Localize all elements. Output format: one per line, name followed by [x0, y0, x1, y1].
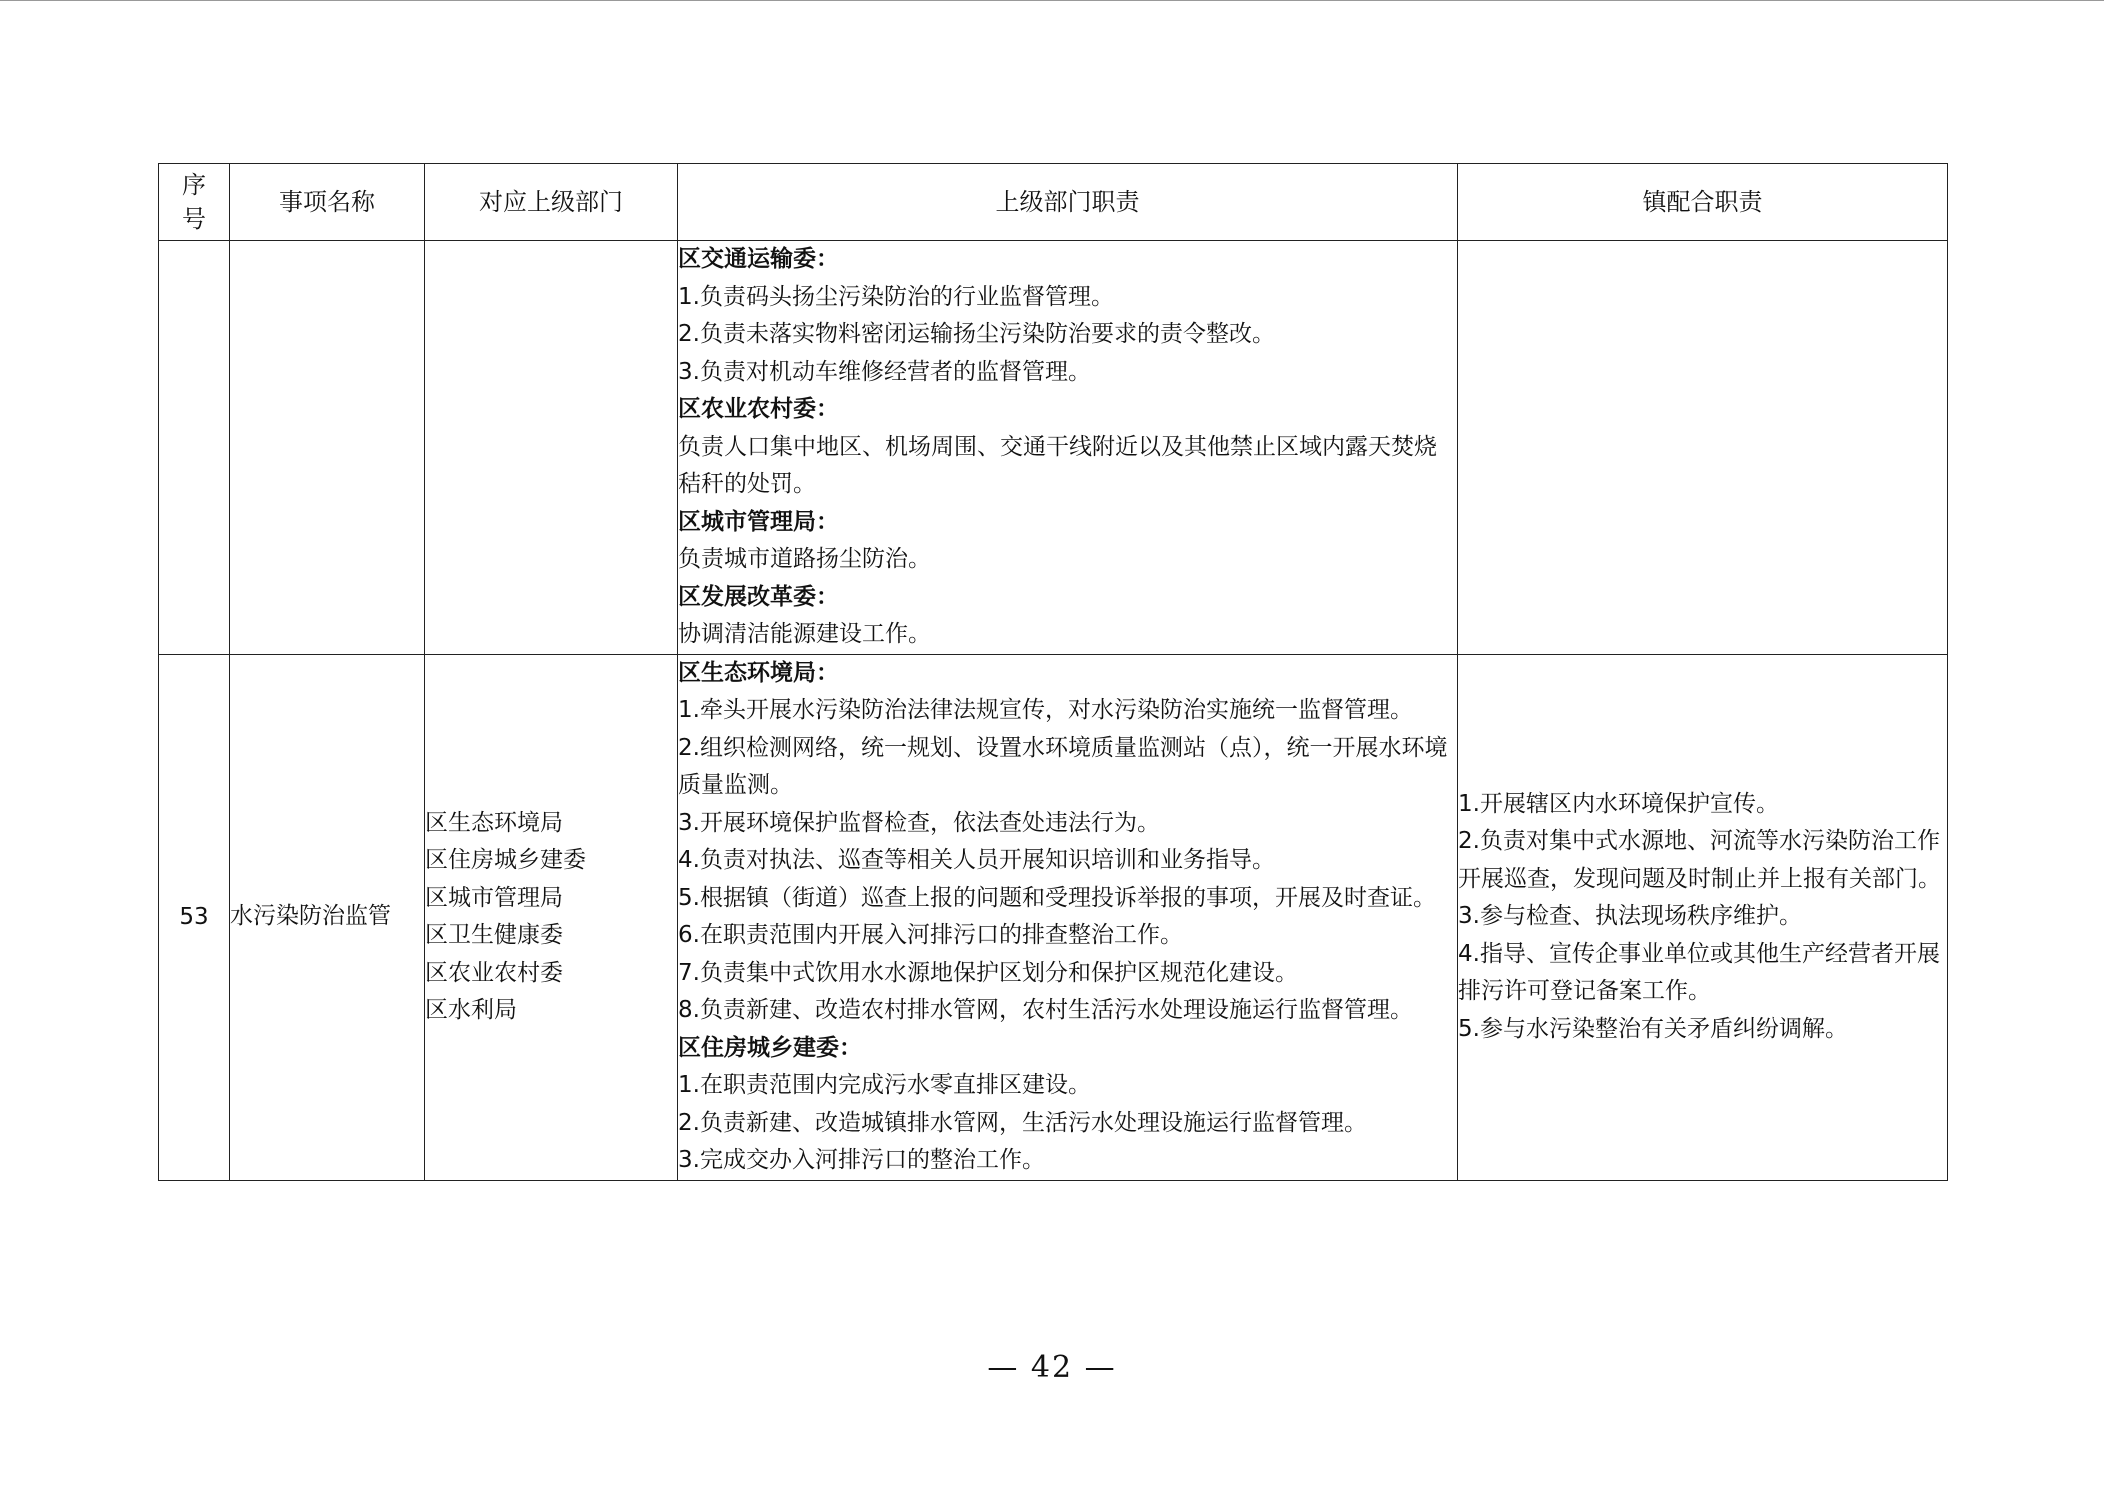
- duty-table: [158, 163, 1948, 1181]
- town-duty-item: 3.参与检查、执法现场秩序维护。: [1458, 903, 1802, 930]
- header-town-duty: 镇配合职责: [1458, 164, 1948, 241]
- row-item-name: [230, 241, 425, 655]
- duty-item: 6.在职责范围内开展入河排污口的排查整治工作。: [678, 922, 1183, 948]
- row-town-duties: [1458, 241, 1948, 655]
- header-item-name: 事项名称: [230, 164, 425, 241]
- header-seq: 序号: [159, 164, 230, 241]
- duty-dept-heading: 区农业农村委：: [678, 396, 839, 422]
- dept-name: 区生态环境局: [425, 809, 563, 836]
- row-town-duties: [1458, 654, 1948, 1180]
- duty-item: 2.负责未落实物料密闭运输扬尘污染防治要求的责令整改。: [678, 321, 1275, 347]
- duty-item: 4.负责对执法、巡查等相关人员开展知识培训和业务指导。: [678, 847, 1275, 873]
- duty-item: 1.牵头开展水污染防治法律法规宣传，对水污染防治实施统一监督管理。: [678, 697, 1413, 723]
- duty-item: 2.负责新建、改造城镇排水管网，生活污水处理设施运行监督管理。: [678, 1109, 1367, 1136]
- duty-dept-heading: 区住房城乡建委：: [678, 1034, 862, 1061]
- town-duty-item: 1.开展辖区内水环境保护宣传。: [1458, 790, 1779, 817]
- duty-item: 3.完成交办入河排污口的整治工作。: [678, 1147, 1045, 1173]
- row-superior-depts: [425, 241, 678, 655]
- table-row: [159, 241, 1948, 655]
- header-superior-duty: 上级部门职责: [678, 164, 1458, 241]
- dept-name: 区水利局: [425, 997, 517, 1023]
- row-superior-duties: [678, 654, 1458, 1180]
- row-superior-depts: [425, 654, 678, 1180]
- duty-item: 7.负责集中式饮用水水源地保护区划分和保护区规范化建设。: [678, 959, 1298, 986]
- row-item-name: 水污染防治监管: [230, 654, 425, 1180]
- duty-item: 负责人口集中地区、机场周围、交通干线附近以及其他禁止区域内露天焚烧秸秆的处罚。: [678, 433, 1437, 497]
- duty-dept-heading: 区生态环境局：: [678, 659, 839, 686]
- duty-item: 5.根据镇（街道）巡查上报的问题和受理投诉举报的事项，开展及时查证。: [678, 884, 1436, 911]
- table-row: [159, 654, 1948, 1180]
- dept-name: 区卫生健康委: [425, 922, 563, 948]
- header-superior-dept: 对应上级部门: [425, 164, 678, 241]
- duty-item: 8.负责新建、改造农村排水管网，农村生活污水处理设施运行监督管理。: [678, 997, 1413, 1023]
- table-header-row: [159, 164, 1948, 241]
- duty-dept-heading: 区发展改革委：: [678, 583, 839, 610]
- duty-dept-heading: 区城市管理局：: [678, 508, 839, 535]
- town-duty-item: 4.指导、宣传企事业单位或其他生产经营者开展排污许可登记备案工作。: [1458, 940, 1940, 1005]
- town-duty-item: 5.参与水污染整治有关矛盾纠纷调解。: [1458, 1015, 1848, 1042]
- row-seq: 53: [159, 654, 230, 1180]
- duty-item: 1.负责码头扬尘污染防治的行业监督管理。: [678, 283, 1114, 310]
- duty-dept-heading: 区交通运输委：: [678, 246, 839, 272]
- duty-item: 协调清洁能源建设工作。: [678, 621, 931, 647]
- town-duty-item: 2.负责对集中式水源地、河流等水污染防治工作开展巡查，发现问题及时制止并上报有关部门。: [1458, 828, 1941, 892]
- dept-name: 区城市管理局: [425, 884, 563, 911]
- duty-item: 1.在职责范围内完成污水零直排区建设。: [678, 1072, 1091, 1098]
- dept-name: 区农业农村委: [425, 959, 563, 986]
- duty-item: 3.开展环境保护监督检查，依法查处违法行为。: [678, 809, 1160, 836]
- dept-name: 区住房城乡建委: [425, 847, 586, 873]
- row-seq: [159, 241, 230, 655]
- page-top-border: [0, 0, 2104, 1]
- duty-item: 2.组织检测网络，统一规划、设置水环境质量监测站（点），统一开展水环境质量监测。: [678, 734, 1448, 798]
- row-superior-duties: [678, 241, 1458, 655]
- duty-item: 负责城市道路扬尘防治。: [678, 546, 931, 572]
- duty-item: 3.负责对机动车维修经营者的监督管理。: [678, 358, 1091, 385]
- page-number: — 42 —: [987, 1350, 1117, 1385]
